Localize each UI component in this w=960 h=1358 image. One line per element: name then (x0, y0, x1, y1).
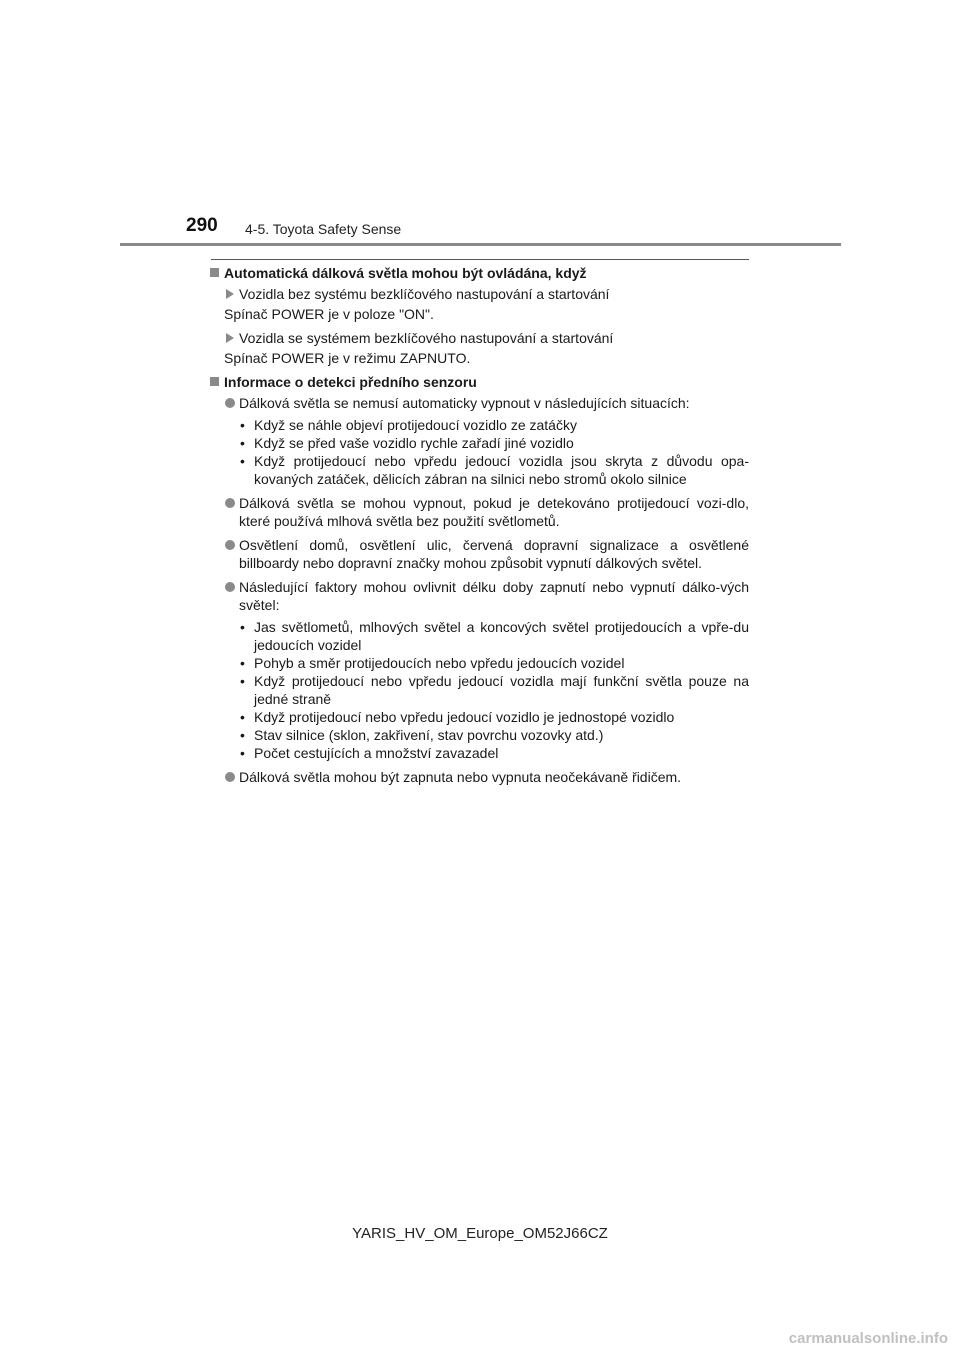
condition-label: Vozidla se systémem bezklíčového nastupování a startování (209, 329, 749, 347)
info-bullet: Osvětlení domů, osvětlení ulic, červená dopravní signalizace a osvětlené billboardy nebo dopravní značky mohou způsobit vypnutí dálkových světel. (209, 536, 749, 572)
list-item: • Když se před vaše vozidlo rychle zařadí jiné vozidlo (240, 435, 574, 451)
factor-list (209, 618, 749, 762)
content-divider (211, 259, 749, 260)
info-bullet: Dálková světla se mohou vypnout, pokud je detekováno protijedoucí vozi-dlo, které používá mlhová světla bez použití světlometů. (209, 494, 749, 530)
condition-label: Vozidla bez systému bezklíčového nastupování a startování (209, 285, 749, 303)
circle-bullet-icon (225, 540, 235, 550)
circle-bullet-icon (225, 498, 235, 508)
watermark: carmanualsonline.info (788, 1330, 948, 1347)
list-item: • Stav silnice (sklon, zakřivení, stav povrchu vozovky atd.) (240, 727, 604, 743)
square-bullet-icon (210, 377, 219, 386)
list-item: • Jas světlometů, mlhových světel a koncových světel protijedoucích a vpře-du jedoucích vozidel (240, 619, 749, 653)
info-bullet: Dálková světla mohou být zapnuta nebo vypnuta neočekávaně řidičem. (209, 768, 749, 786)
list-item: • Když se náhle objeví protijedoucí vozidlo ze zatáčky (240, 417, 577, 433)
list-item: • Když protijedoucí nebo vpředu jedoucí vozidla mají funkční světla pouze na jedné straně (240, 673, 749, 707)
list-item: • Pohyb a směr protijedoucích nebo vpředu jedoucích vozidel (240, 655, 625, 671)
condition-text: Spínač POWER je v režimu ZAPNUTO. (224, 350, 471, 366)
circle-bullet-icon (225, 772, 235, 782)
list-item: • Počet cestujících a množství zavazadel (240, 745, 499, 761)
situation-list (209, 416, 749, 488)
circle-bullet-icon (225, 582, 235, 592)
header-divider (120, 243, 841, 246)
section-heading-sensor-info (209, 373, 749, 391)
circle-bullet-icon (225, 398, 235, 408)
condition-text: Spínač POWER je v poloze "ON". (224, 306, 434, 322)
content-body (209, 264, 749, 790)
section-heading-availability (209, 264, 749, 282)
page-number: 290 (186, 215, 218, 236)
info-bullet: Následující faktory mohou ovlivnit délku doby zapnutí nebo vypnutí dálko-vých světel: (209, 578, 749, 614)
heading-text: Automatická dálková světla mohou být ovládána, když (224, 265, 587, 281)
triangle-marker-icon (226, 333, 234, 343)
info-bullet: Dálková světla se nemusí automaticky vypnout v následujících situacích: (209, 394, 749, 412)
triangle-marker-icon (226, 289, 234, 299)
square-bullet-icon (210, 268, 219, 277)
list-item: • Když protijedoucí nebo vpředu jedoucí vozidlo je jednostopé vozidlo (240, 709, 675, 725)
heading-text: Informace o detekci předního senzoru (224, 374, 477, 390)
list-item: • Když protijedoucí nebo vpředu jedoucí vozidla jsou skryta z důvodu opa-kovaných zatáček, dělicích zábran na silnici nebo stromů okolo silnice (240, 453, 749, 487)
section-title: 4-5. Toyota Safety Sense (245, 221, 402, 237)
document-id: YARIS_HV_OM_Europe_OM52J66CZ (352, 1225, 608, 1242)
